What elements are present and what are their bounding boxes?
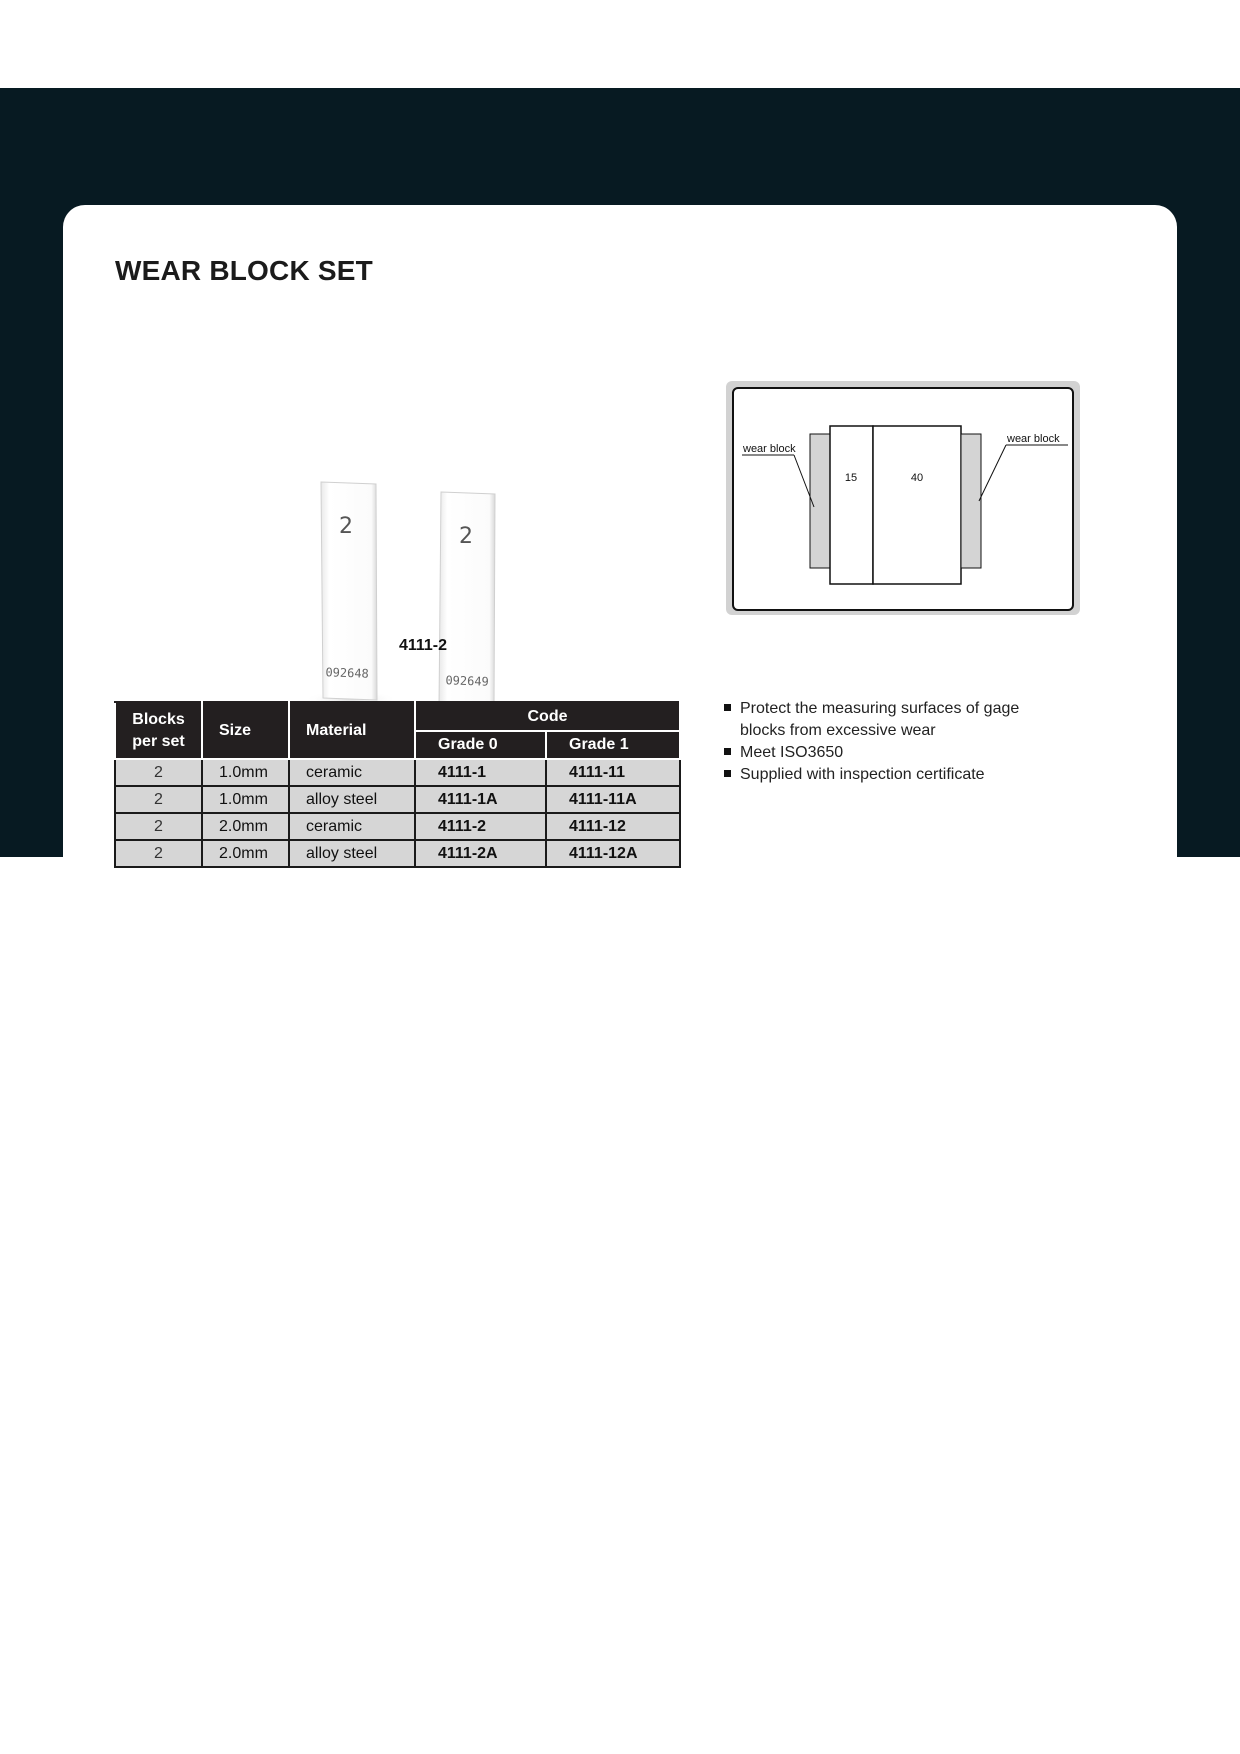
table-row — [115, 759, 680, 786]
header-material: Material — [289, 702, 415, 759]
cell-grade0: 4111-2A — [415, 840, 546, 867]
feature-text: Supplied with inspection certificate — [740, 766, 985, 783]
cell-size: 1.0mm — [202, 786, 289, 813]
cell-blocks: 2 — [115, 813, 202, 840]
diagram-panel — [732, 387, 1074, 611]
product-photo — [243, 355, 523, 735]
header-blocks-line1: Blocks — [132, 710, 185, 728]
wear-blocks-illustration — [243, 355, 523, 735]
cell-grade1: 4111-12A — [546, 840, 680, 867]
cell-material: alloy steel — [289, 840, 415, 867]
block-number-right: 2 — [459, 524, 473, 549]
wear-block-right-shape — [961, 434, 981, 568]
page-title: WEAR BLOCK SET — [115, 255, 373, 286]
dark-background-band — [0, 88, 1240, 862]
gauge-block-15-shape — [830, 426, 873, 584]
wear-block-diagram — [726, 381, 1080, 615]
cell-blocks: 2 — [115, 840, 202, 867]
header-size: Size — [202, 702, 289, 759]
cell-grade1: 4111-11 — [546, 759, 680, 786]
dimension-15-label: 15 — [844, 472, 858, 484]
table-row — [115, 786, 680, 813]
photo-caption: 4111-2 — [398, 637, 448, 654]
bullet-square-icon — [724, 748, 731, 755]
cell-grade0: 4111-2 — [415, 813, 546, 840]
header-grade1: Grade 1 — [546, 731, 680, 759]
header-grade0: Grade 0 — [415, 731, 546, 759]
block-number-left: 2 — [339, 514, 353, 539]
cell-material: ceramic — [289, 813, 415, 840]
header-code: Code — [415, 702, 680, 731]
right-leader-line — [979, 445, 1006, 501]
block-serial-right: 092649 — [445, 673, 490, 689]
cell-grade0: 4111-1A — [415, 786, 546, 813]
cell-blocks: 2 — [115, 786, 202, 813]
feature-item — [723, 764, 1063, 786]
wear-block-left-shape — [810, 434, 830, 568]
cell-blocks: 2 — [115, 759, 202, 786]
block-serial-left: 092648 — [325, 665, 370, 681]
gauge-block-40-shape — [873, 426, 961, 584]
bullet-square-icon — [724, 704, 731, 711]
dimension-40-label: 40 — [910, 472, 924, 484]
table-row — [115, 840, 680, 867]
feature-item — [723, 742, 1063, 764]
feature-item — [723, 698, 1063, 742]
feature-text: Protect the measuring surfaces of gage blocks from excessive wear — [740, 700, 1020, 739]
cell-grade1: 4111-11A — [546, 786, 680, 813]
spec-table — [114, 701, 681, 868]
left-wear-block-label: wear block — [743, 443, 796, 455]
cell-size: 2.0mm — [202, 813, 289, 840]
feature-text: Meet ISO3650 — [740, 744, 844, 761]
cell-grade0: 4111-1 — [415, 759, 546, 786]
cell-material: ceramic — [289, 759, 415, 786]
feature-list — [723, 698, 1063, 786]
header-blocks-per-set — [115, 702, 202, 759]
cell-size: 2.0mm — [202, 840, 289, 867]
product-card — [63, 205, 1177, 923]
right-wear-block-label: wear block — [1007, 433, 1060, 445]
cell-size: 1.0mm — [202, 759, 289, 786]
header-blocks-line2: per set — [132, 732, 185, 750]
table-row — [115, 813, 680, 840]
cell-material: alloy steel — [289, 786, 415, 813]
cell-grade1: 4111-12 — [546, 813, 680, 840]
bullet-square-icon — [724, 770, 731, 777]
